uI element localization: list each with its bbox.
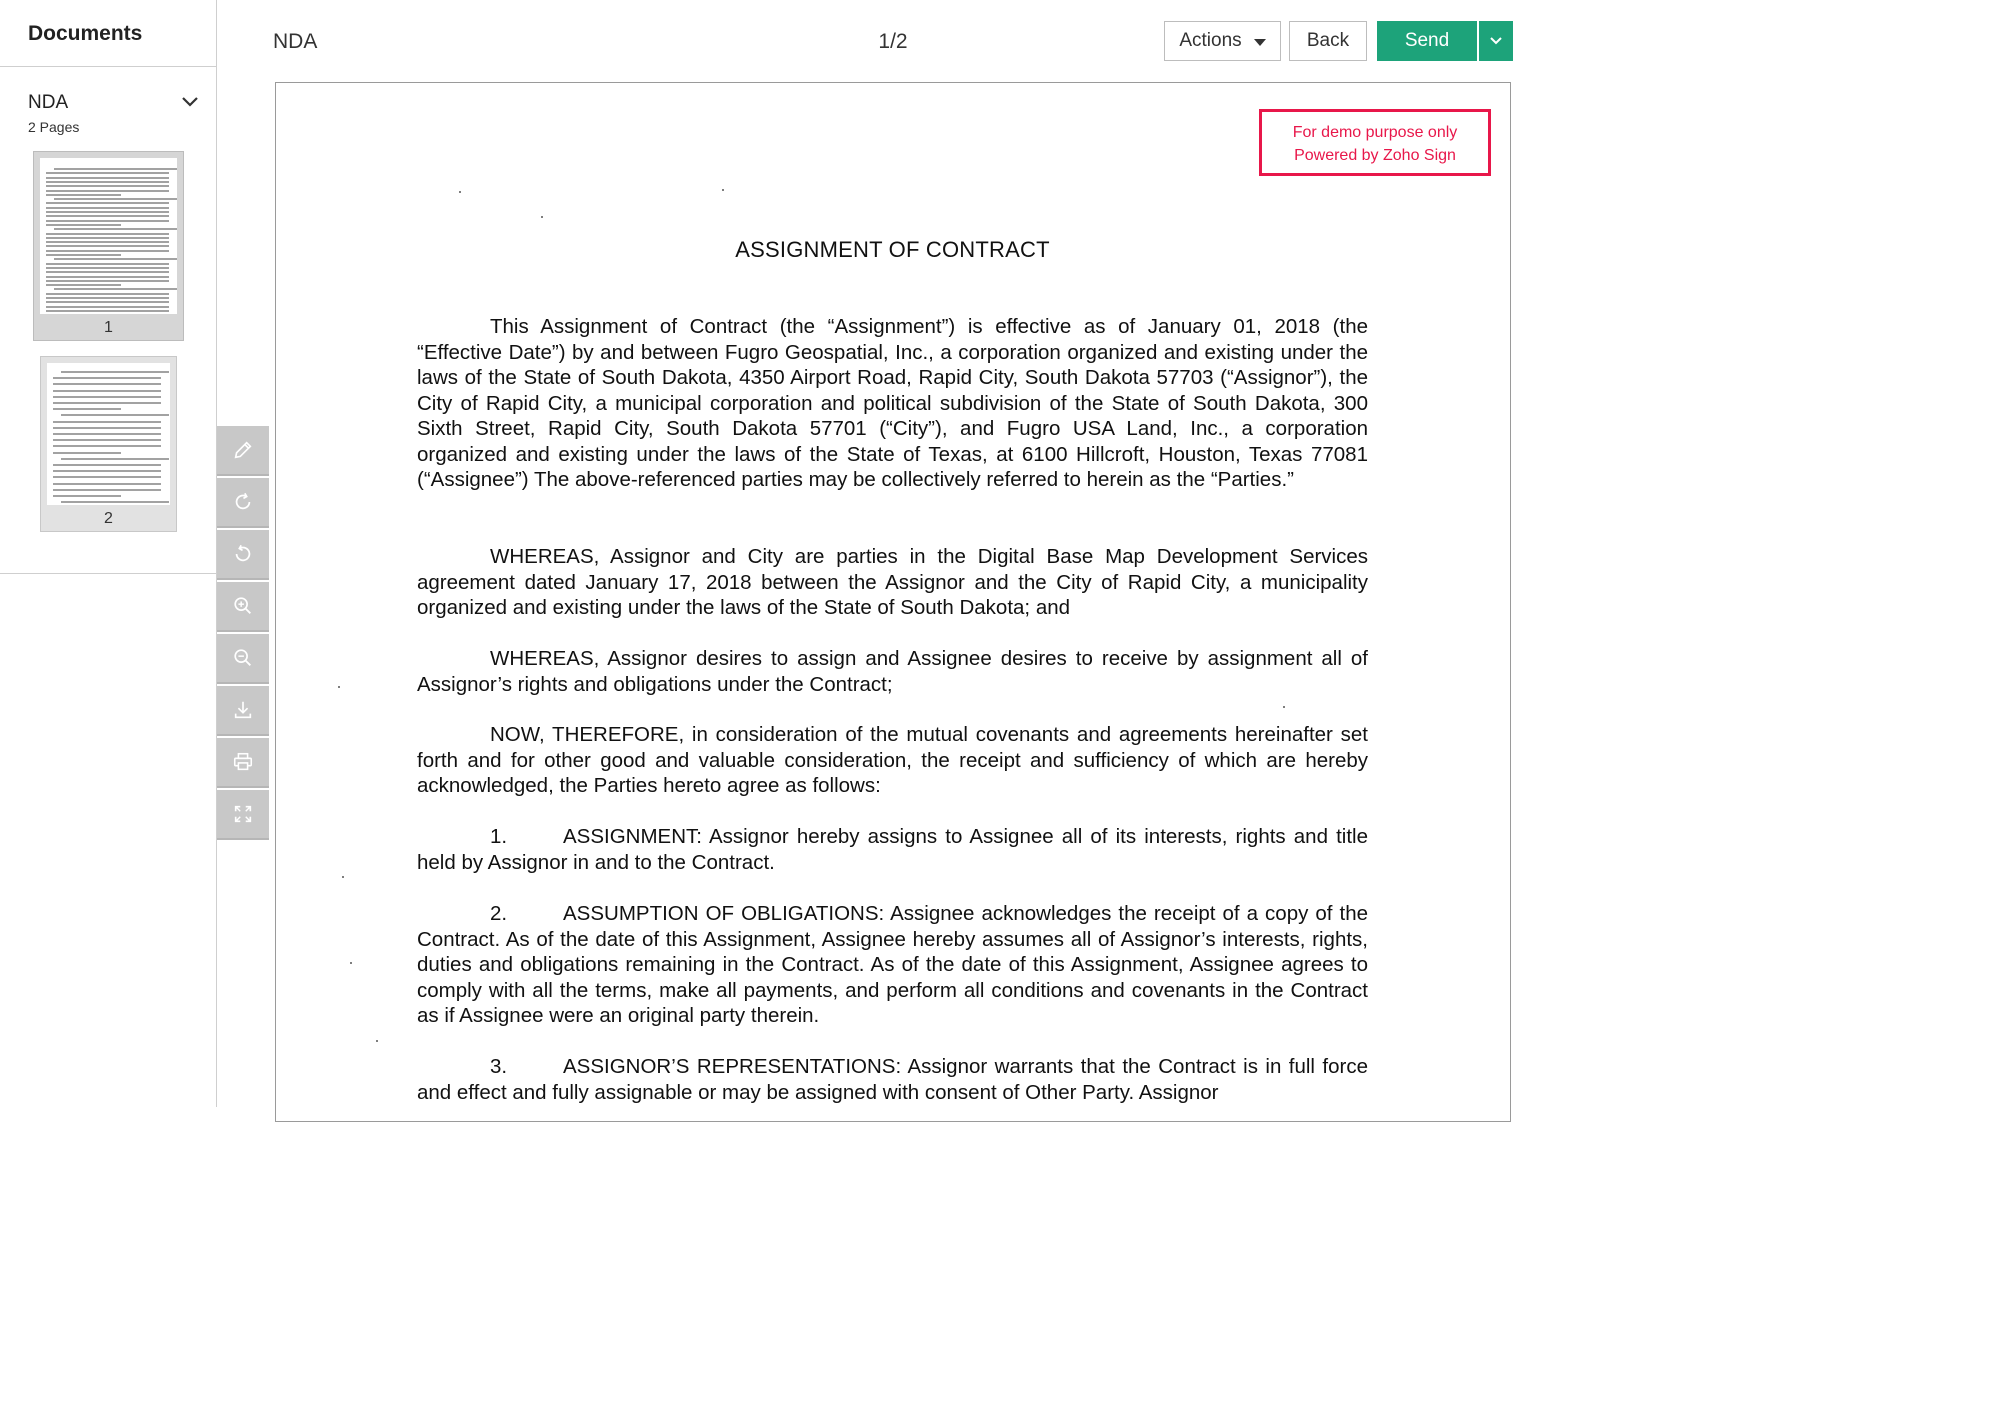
thumbnail-text-line — [46, 233, 169, 235]
whereas-paragraph-1 — [417, 544, 1368, 621]
document-title: NDA — [273, 30, 318, 53]
send-button[interactable] — [1377, 21, 1477, 61]
scan-speck — [722, 189, 724, 191]
thumbnail-number: 2 — [104, 510, 113, 527]
documents-sidebar — [0, 0, 217, 1107]
clause-1 — [417, 824, 1368, 875]
page-thumbnail-2[interactable] — [40, 356, 177, 532]
rotate-counterclockwise-icon — [232, 543, 254, 565]
thumbnail-text-line — [53, 464, 161, 466]
thumbnail-text-line — [53, 396, 161, 398]
clause-number: 1. — [490, 825, 508, 848]
thumbnail-text-line — [53, 489, 161, 491]
therefore-paragraph — [417, 722, 1368, 799]
send-label: Send — [1404, 30, 1450, 51]
thumbnail-text-line — [46, 310, 169, 312]
paragraph-text: This Assignment of Contract (the “Assignment”) is effective as of January 01, 2018 (the “Effective Date”) by and between Fugro Geospatial, Inc., a corporation organized and existing under the laws of the State of South Dakota, 4350 Airport Road, Rapid City, South Dakota 57703 (“Assignor”), the City of Rapid City, a municipal corporation and political subdivision of the State of South Dakota, 300 Sixth Street, Rapid City, South Dakota 57701 (“City”), and Fugro USA Land, Inc., a corporation organized and existing under the laws of the State of Texas, at 6100 Hillcroft, Houston, Texas 77081 (“Assignee”) The above-referenced parties may be collectively referred to herein as the “Parties.” — [417, 315, 1368, 491]
thumbnail-text-line — [46, 194, 121, 196]
thumbnail-text-line — [46, 280, 169, 282]
caret-down-icon — [1254, 39, 1266, 46]
scan-speck — [342, 876, 344, 878]
thumbnail-text-line — [46, 211, 169, 213]
thumbnail-text-line — [53, 495, 121, 497]
sidebar-divider — [0, 573, 217, 574]
thumbnail-text-line — [46, 250, 169, 252]
sidebar-title: Documents — [0, 0, 216, 67]
thumbnail-text-line — [46, 190, 169, 192]
thumbnail-text-line — [54, 258, 177, 260]
thumbnail-text-line — [46, 276, 169, 278]
page-indicator: 1/2 — [878, 30, 908, 53]
print-button[interactable] — [217, 738, 269, 788]
chevron-down-icon — [1488, 35, 1504, 47]
thumbnail-text-line — [54, 168, 177, 170]
paragraph-text: WHEREAS, Assignor desires to assign and Assignee desires to receive by assignment all of Assignor’s rights and obligations under the Contract; — [417, 647, 1368, 696]
zoom-in-icon — [232, 595, 254, 617]
thumbnail-text-line — [53, 470, 161, 472]
back-button[interactable] — [1289, 21, 1367, 61]
clause-text: ASSIGNOR’S REPRESENTATIONS: Assignor warrants that the Contract is in full force and effect and fully assignable or may be assigned with consent of Other Party. Assignor — [417, 1055, 1368, 1104]
fullscreen-button[interactable] — [217, 790, 269, 840]
thumbnail-number: 1 — [104, 319, 113, 336]
thumbnail-text-line — [46, 185, 169, 187]
thumbnail-text-line — [53, 476, 161, 478]
thumbnail-text-line — [46, 271, 169, 273]
rotate-clockwise-icon — [232, 491, 254, 513]
clause-2 — [417, 901, 1368, 1029]
thumbnail-text-line — [53, 433, 161, 435]
zoom-out-icon — [232, 647, 254, 669]
thumbnail-text-line — [46, 202, 169, 204]
thumbnail-text-line — [54, 228, 177, 230]
scan-speck — [350, 962, 352, 964]
clause-3 — [417, 1054, 1368, 1105]
thumbnail-text-line — [46, 224, 121, 226]
thumbnail-text-line — [46, 177, 169, 179]
thumbnail-text-line — [53, 421, 161, 423]
thumbnail-preview — [47, 363, 170, 505]
demo-watermark — [1259, 109, 1491, 176]
clause-text: ASSIGNMENT: Assignor hereby assigns to Assignee all of its interests, rights and title held by Assignor in and to the Contract. — [417, 825, 1368, 874]
thumbnail-text-line — [61, 501, 169, 503]
watermark-line-1: For demo purpose only — [1292, 124, 1458, 141]
thumbnail-text-line — [46, 297, 169, 299]
thumbnail-text-line — [46, 181, 169, 183]
thumbnail-text-line — [61, 414, 169, 416]
thumbnail-text-line — [46, 245, 169, 247]
back-label: Back — [1306, 30, 1350, 51]
zoom-out-button[interactable] — [217, 634, 269, 684]
thumbnail-text-line — [53, 402, 161, 404]
download-icon — [232, 699, 254, 721]
edit-icon — [232, 439, 254, 461]
thumbnail-text-line — [46, 267, 169, 269]
thumbnail-text-line — [53, 439, 161, 441]
rotate-counterclockwise-button[interactable] — [217, 530, 269, 580]
chevron-down-icon[interactable] — [180, 94, 200, 110]
fullscreen-icon — [232, 803, 254, 825]
thumbnail-text-line — [53, 445, 161, 447]
thumbnail-text-line — [53, 483, 161, 485]
scan-speck — [541, 216, 543, 218]
zoom-in-button[interactable] — [217, 582, 269, 632]
whereas-paragraph-2 — [417, 646, 1368, 697]
send-options-button[interactable] — [1479, 21, 1513, 61]
page-thumbnail-1[interactable] — [33, 151, 184, 341]
thumbnail-text-line — [53, 390, 161, 392]
thumbnail-text-line — [61, 458, 169, 460]
thumbnail-text-line — [53, 452, 121, 454]
scan-speck — [459, 191, 461, 193]
thumbnail-text-line — [46, 301, 169, 303]
clause-number: 2. — [490, 902, 508, 925]
thumbnail-text-line — [46, 215, 169, 217]
thumbnail-text-line — [54, 198, 177, 200]
thumbnail-text-line — [46, 293, 169, 295]
print-icon — [232, 751, 254, 773]
document-name[interactable]: NDA — [28, 92, 69, 113]
thumbnail-text-line — [46, 284, 121, 286]
thumbnail-text-line — [46, 220, 169, 222]
thumbnail-text-line — [46, 254, 121, 256]
thumbnail-text-line — [46, 306, 169, 308]
scan-speck — [376, 1040, 378, 1042]
thumbnail-text-line — [46, 263, 169, 265]
document-page-count: 2 Pages — [28, 119, 80, 135]
thumbnail-text-line — [61, 371, 169, 373]
thumbnail-text-line — [53, 427, 161, 429]
thumbnail-text-line — [46, 207, 169, 209]
clause-number: 3. — [490, 1055, 508, 1078]
paragraph-text: NOW, THEREFORE, in consideration of the mutual covenants and agreements hereinafter set forth and for other good and valuable consideration, the receipt and sufficiency of which are hereby acknowledged, the Parties hereto agree as follows: — [417, 723, 1368, 797]
thumbnail-text-line — [46, 241, 169, 243]
download-button[interactable] — [217, 686, 269, 736]
clause-text: ASSUMPTION OF OBLIGATIONS: Assignee acknowledges the receipt of a copy of the Contract. As of the date of this Assignment, Assignee hereby assumes all of Assignor’s interests, rights, duties and obligations remaining in the Contract. As of the date of this Assignment, Assignee agrees to comply with all the terms, make all payments, and perform all conditions and covenants in the Contract as if Assignee were an original party therein. — [417, 902, 1368, 1027]
paragraph-text: WHEREAS, Assignor and City are parties in the Digital Base Map Development Services agreement dated January 17, 2018 between the Assignor and the City of Rapid City, a municipality organized and existing under the laws of the State of South Dakota; and — [417, 545, 1368, 619]
thumbnail-text-line — [53, 383, 161, 385]
intro-paragraph — [417, 314, 1368, 493]
thumbnail-text-line — [46, 237, 169, 239]
edit-tool-button[interactable] — [217, 426, 269, 476]
actions-dropdown[interactable] — [1164, 21, 1281, 61]
thumbnail-text-line — [46, 172, 169, 174]
scan-speck — [1283, 706, 1285, 708]
thumbnail-preview — [40, 158, 177, 314]
thumbnail-text-line — [54, 288, 177, 290]
document-heading: ASSIGNMENT OF CONTRACT — [735, 237, 1050, 262]
rotate-clockwise-button[interactable] — [217, 478, 269, 528]
thumbnail-text-line — [53, 377, 161, 379]
actions-label: Actions — [1179, 30, 1242, 51]
watermark-line-2: Powered by Zoho Sign — [1294, 147, 1456, 164]
thumbnail-text-line — [53, 408, 121, 410]
scan-speck — [338, 686, 340, 688]
